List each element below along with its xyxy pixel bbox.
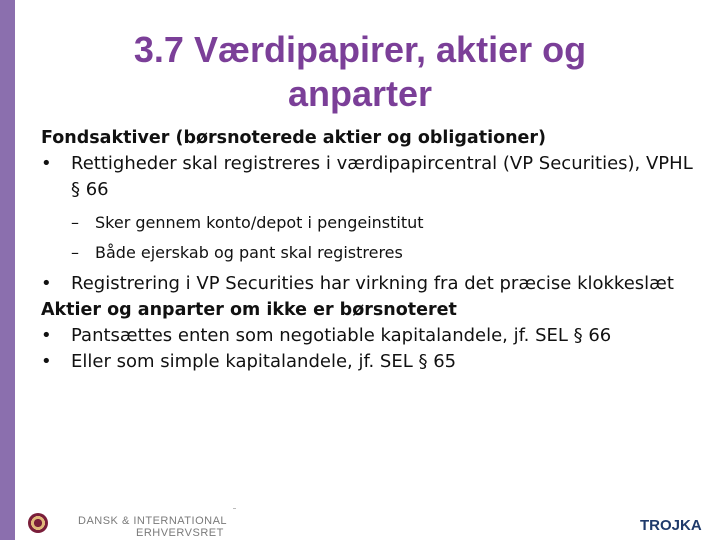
- bullet-mark: •: [41, 325, 52, 346]
- university-seal-icon: [28, 513, 48, 533]
- bullet-mark: •: [41, 153, 52, 174]
- bullet-item: [41, 349, 701, 375]
- dash-mark: –: [71, 213, 79, 232]
- section-heading-listed: Fondsaktiver (børsnoterede aktier og obligationer): [41, 128, 547, 148]
- slide-title: 3.7 Værdipapirer, aktier og anparter: [133, 29, 587, 114]
- footer-org-name: [78, 515, 227, 539]
- dash-mark: –: [71, 243, 79, 262]
- bullet-text: Rettigheder skal registreres i værdipapircentral (VP Securities), VPHL § 66: [71, 153, 693, 200]
- slide-content: [41, 125, 701, 375]
- bullet-item: [41, 323, 701, 349]
- footer-org-line1: DANSK & INTERNATIONAL: [78, 515, 228, 527]
- footer-org-line2: ERHVERVSRET: [136, 527, 224, 539]
- bullet-text: Eller som simple kapitalandele, jf. SEL § 65: [71, 351, 457, 372]
- bullet-item: [41, 151, 701, 203]
- section-heading-unlisted: Aktier og anparter om ikke er børsnoteret: [41, 300, 457, 320]
- footer-divider-dot: [233, 508, 236, 509]
- sub-bullet-item: [41, 211, 701, 235]
- bullet-text: Pantsættes enten som negotiable kapitalandele, jf. SEL § 66: [71, 325, 612, 346]
- left-accent-stripe: [0, 0, 15, 540]
- bullet-item: [41, 271, 701, 297]
- bullet-text: Registrering i VP Securities har virkning fra det præcise klokkeslæt: [71, 273, 674, 294]
- bullet-mark: •: [41, 273, 52, 294]
- sub-bullet-text: Både ejerskab og pant skal registreres: [95, 243, 403, 262]
- footer-brand-logo: TROJKA: [640, 517, 702, 534]
- bullet-mark: •: [41, 351, 52, 372]
- sub-bullet-item: [41, 241, 701, 265]
- sub-bullet-text: Sker gennem konto/depot i pengeinstitut: [95, 213, 424, 232]
